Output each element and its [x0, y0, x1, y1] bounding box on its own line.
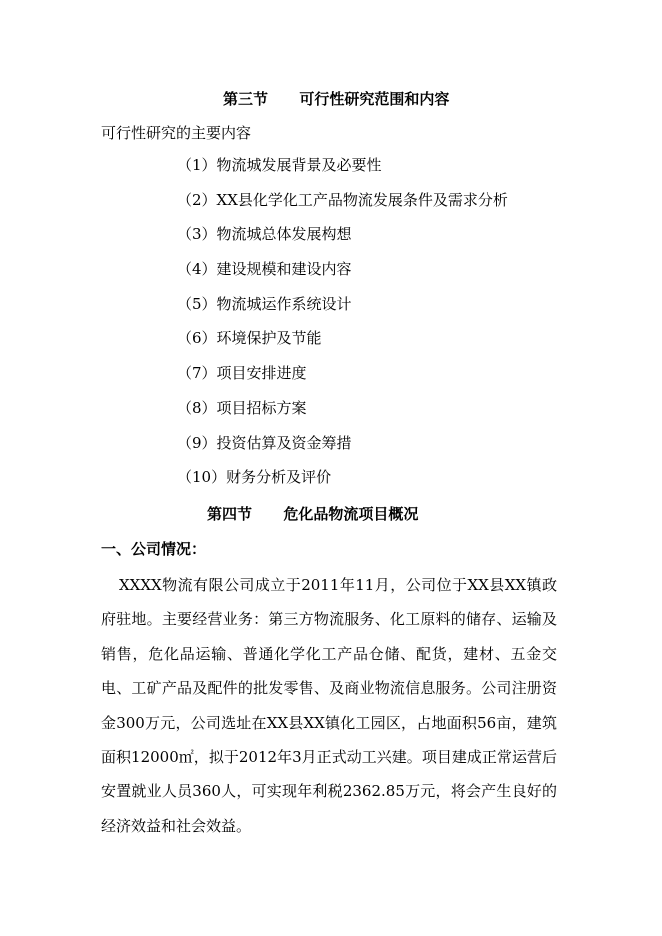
section-3-title: 可行性研究范围和内容: [299, 90, 450, 108]
section-4-heading: [207, 503, 418, 524]
list-item: （10）财务分析及评价: [177, 468, 332, 487]
list-item: （1）物流城发展背景及必要性: [177, 156, 382, 174]
company-paragraph: XXXX物流有限公司成立于2011年11月，公司位于XX县XX镇政府驻地。主要经营业务：第三方物流服务、化工原料的储存、运输及销售，危化品运输、普通化学化工产品仓储、配货，建材、五金交电、工矿产品及配件的批发零售、及商业物流信息服务。公司注册资金300万元，公司选址在XX县XX镇化工园区，占地面积56亩，建筑面积12000㎡，拟于2012年3月正式动工兴建。项目建成正常运营后安置就业人员360人，可实现年利税2362.85万元，将会产生良好的经济效益和社会效益。: [101, 576, 557, 835]
section-3-subheading: 可行性研究的主要内容: [101, 124, 252, 142]
section-3-number: 第三节: [223, 90, 269, 108]
content-list: [177, 155, 508, 502]
list-item: （9）投资估算及资金筹措: [177, 433, 352, 452]
list-item: （7）项目安排进度: [177, 364, 307, 383]
company-subheading: 一、公司情况：: [101, 540, 207, 558]
section-3-heading: [223, 88, 449, 109]
section-4-number: 第四节: [207, 505, 253, 523]
list-item: （4）建设规模和建设内容: [177, 260, 352, 279]
list-item: （8）项目招标方案: [177, 398, 307, 417]
list-item: （3）物流城总体发展构想: [177, 225, 352, 244]
section-4-title: 危化品物流项目概况: [283, 505, 419, 523]
list-item: （2）XX县化学化工产品物流发展条件及需求分析: [177, 190, 508, 209]
list-item: （6）环境保护及节能: [177, 329, 322, 348]
list-item: （5）物流城运作系统设计: [177, 294, 352, 313]
